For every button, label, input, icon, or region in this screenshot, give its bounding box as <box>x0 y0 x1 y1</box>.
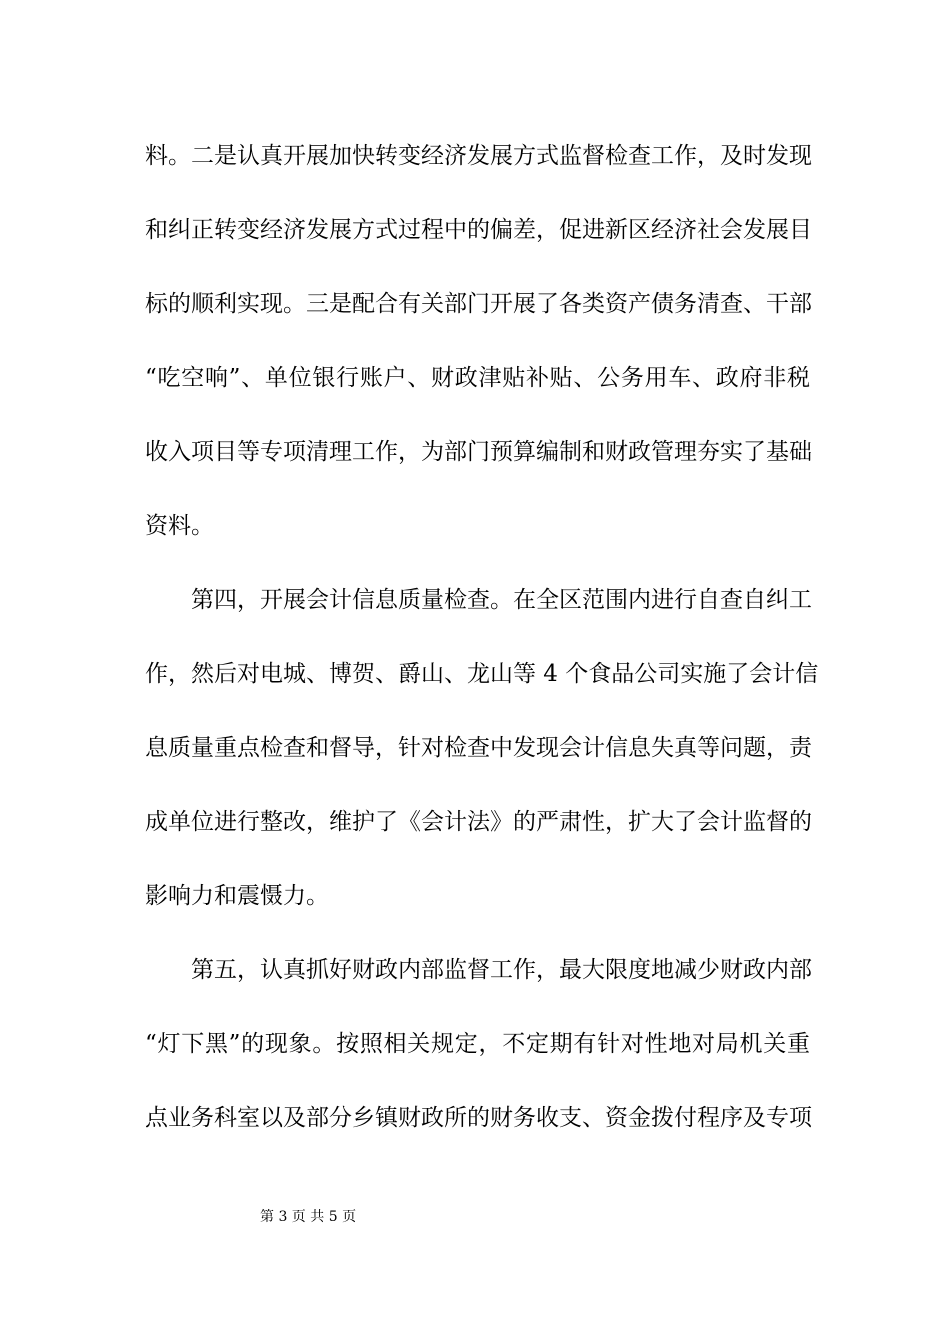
text-line-6: 资料。 <box>145 513 214 539</box>
text-line-3: 标的顺利实现。三是配合有关部门开展了各类资产债务清查、干部 <box>145 291 812 317</box>
text-line-12: 第五，认真抓好财政内部监督工作，最大限度地减少财政内部 <box>191 957 812 983</box>
page-footer <box>0 1208 950 1226</box>
text-line-10: 成单位进行整改，维护了《会计法》的严肃性，扩大了会计监督的 <box>145 809 812 835</box>
text-line-14: 点业务科室以及部分乡镇财政所的财务收支、资金拨付程序及专项 <box>145 1105 812 1131</box>
text-line-5: 收入项目等专项清理工作，为部门预算编制和财政管理夯实了基础 <box>145 439 812 465</box>
text-line-4: “吃空响”、单位银行账户、财政津贴补贴、公务用车、政府非税 <box>145 365 810 391</box>
text-line-8: 作，然后对电城、博贺、爵山、龙山等 4 个食品公司实施了会计信 <box>145 661 819 687</box>
text-line-7: 第四，开展会计信息质量检查。在全区范围内进行自查自纠工 <box>191 587 812 613</box>
text-line-11: 影响力和震慑力。 <box>145 883 329 909</box>
text-line-1: 料。二是认真开展加快转变经济发展方式监督检查工作，及时发现 <box>145 143 812 169</box>
text-line-13: “灯下黑”的现象。按照相关规定，不定期有针对性地对局机关重 <box>145 1031 810 1057</box>
text-line-9: 息质量重点检查和督导，针对检查中发现会计信息失真等问题，责 <box>145 735 812 761</box>
page-number-label: 第 3 页 共 5 页 <box>260 1209 357 1225</box>
text-line-2: 和纠正转变经济发展方式过程中的偏差，促进新区经济社会发展目 <box>145 217 812 243</box>
